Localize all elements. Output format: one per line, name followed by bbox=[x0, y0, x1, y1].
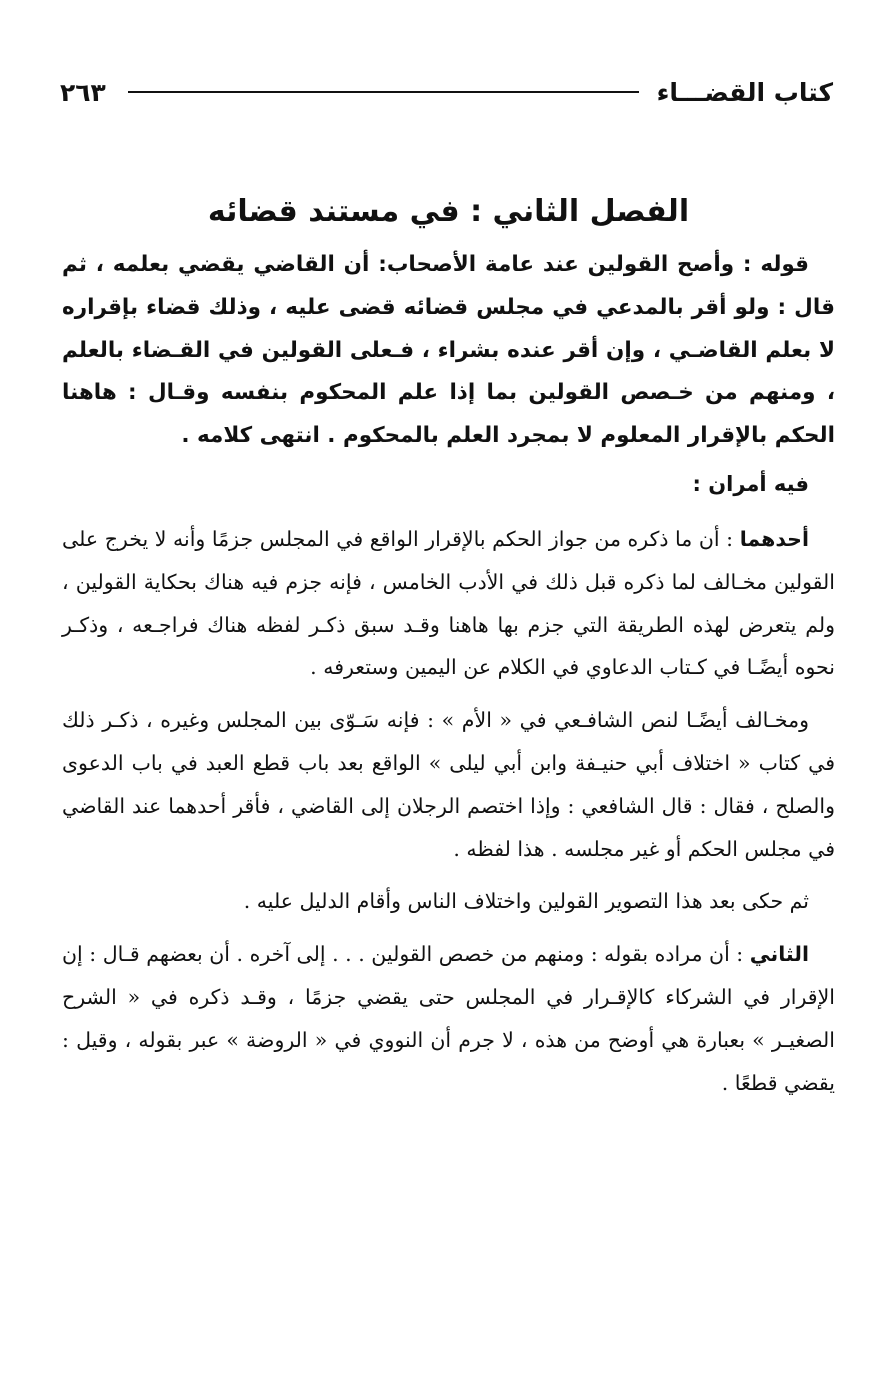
page-number: ٢٦٣ bbox=[60, 77, 106, 107]
page-body bbox=[62, 186, 835, 1104]
paragraph-first-matter bbox=[62, 518, 835, 689]
paragraph-text: : أن ما ذكره من جواز الحكم بالإقرار الواقع في المجلس جزمًا وأنه لا يخرج على القولين مخـالف لما ذكره قبل ذلك في الأدب الخامس ، فإنه جزم فيه هناك بحكاية القولين ، ولم يتعرض لهذه الطريقة التي جزم بها هاهنا وقـد سبق ذكـر لفظه هناك فراجـعه ، وذكـر نحوه أيضًـا في كـتاب الدعاوي في الكلام عن اليمين وستعرفه . bbox=[62, 526, 835, 680]
quote-text: قوله : وأصح القولين عند عامة الأصحاب: أن القاضي يقضي بعلمه ، ثم قال : ولو أقر بالمدعي في مجلس قضائه قضى عليه ، وذلك قضاء بإقراره لا بعلم القاضـي ، وإن أقر عنده بشراء ، فـعلى القولين في القـضاء بالعلم ، ومنهم من خـصص القولين بما إذا علم المحكوم بنفسه وقـال : هاهنا الحكم بالإقرار المعلوم لا بمجرد العلم بالمحكوم . انتهى كلامه . bbox=[62, 252, 835, 449]
intro-line: فيه أمران : bbox=[692, 471, 809, 496]
paragraph-text: ثم حكى بعد هذا التصوير القولين واختلاف الناس وأقام الدليل عليه . bbox=[243, 889, 809, 914]
running-title: كتاب القضـــاء bbox=[656, 77, 833, 107]
paragraph-lead: الثاني bbox=[749, 942, 809, 967]
running-header bbox=[60, 70, 833, 114]
paragraph-text: : أن مراده بقوله : ومنهم من خصص القولين . . . إلى آخره . أن بعضهم قـال : إن الإقرار في الشركاء كالإقـرار في المجلس حتى يقضي جزمًا ، وقـد ذكره في « الشرح الصغيـر » بعبارة هي أوضح من هذه ، لا جرم أن النووي في « الروضة » عبر بقوله ، وقيل : يقضي قطعًا . bbox=[62, 942, 835, 1095]
paragraph-second-matter bbox=[62, 933, 835, 1104]
header-rule bbox=[128, 91, 639, 93]
paragraph-second bbox=[62, 699, 835, 870]
paragraph-third bbox=[62, 880, 835, 923]
quoted-passage bbox=[62, 244, 835, 458]
paragraph-lead: أحدهما bbox=[739, 526, 809, 551]
paragraph-text: ومخـالف أيضًـا لنص الشافـعي في « الأم » : فإنه سَـوّى بين المجلس وغيره ، ذكـر ذلك في كتاب « اختلاف أبي حنيـفة وابن أبي ليلى » الواقع بعد باب قطع العبد في باب الدعوى والصلح ، فقال : قال الشافعي : وإذا اختصم الرجلان إلى القاضي ، فأقر أحدهما عند القاضي في مجلس الحكم أو غير مجلسه . هذا لفظه . bbox=[62, 708, 835, 861]
chapter-title: الفصل الثاني : في مستند قضائه bbox=[207, 194, 690, 229]
